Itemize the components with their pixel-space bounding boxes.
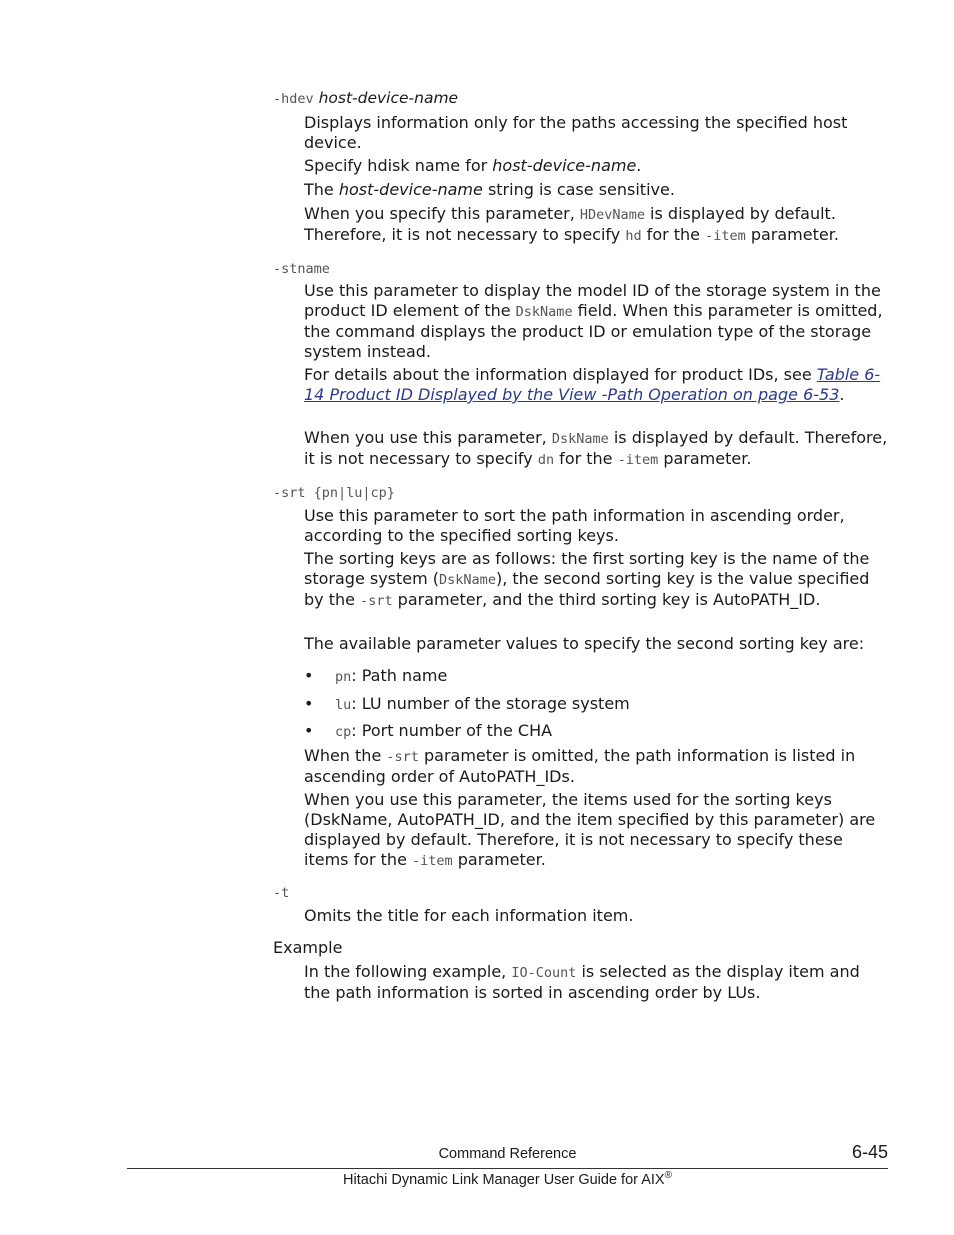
bullet-icon: • <box>304 721 314 740</box>
srt-desc <box>304 506 888 546</box>
stname-term <box>273 258 330 279</box>
bullet-text: : Path name <box>351 666 448 685</box>
stname-default-text2: is displayed by default. Therefore, it is not necessary to specify <box>304 428 888 468</box>
footer-section-title: Command Reference <box>438 1146 577 1162</box>
stname-default-code-dskname: DskName <box>551 431 609 447</box>
t-flag: -t <box>273 885 290 901</box>
example-desc-text: In the following example, <box>304 962 512 981</box>
example-desc <box>304 962 888 1003</box>
example-desc-code: IO-Count <box>511 965 577 981</box>
stname-default-code-item: -item <box>617 452 659 468</box>
hdev-term <box>273 88 458 109</box>
stname-details-end: . <box>839 385 845 404</box>
srt-term <box>273 482 395 503</box>
hdev-default-code-hdevname: HDevName <box>579 207 645 223</box>
stname-default-code-dn: dn <box>537 452 555 468</box>
footer-book-name: Hitachi Dynamic Link Manager User Guide for AIX <box>343 1171 665 1188</box>
hdev-arg: host-device-name <box>318 89 459 107</box>
bullet-icon: • <box>304 694 314 713</box>
srt-default-end: parameter. <box>452 850 546 869</box>
srt-keys-code-srt: -srt <box>360 593 393 609</box>
stname-flag: -stname <box>273 261 330 277</box>
hdev-default <box>304 204 888 246</box>
stname-desc-text2: field. When this parameter is omitted, the command displays the product ID or emulation type of the storage system instead. <box>304 301 883 361</box>
srt-default-text: When you use this parameter, the items used for the sorting keys (DskName, AutoPATH_ID, and the item specified by this parameter) are displayed by default. Therefore, it is not necessary to specify these items for the <box>304 790 876 869</box>
srt-keys-text: The sorting keys are as follows: the first sorting key is the name of the storage system ( <box>304 549 870 588</box>
srt-desc-text: Use this parameter to sort the path information in ascending order, according to the specified sorting keys. <box>304 506 845 545</box>
hdev-case-arg: host-device-name <box>338 180 483 199</box>
hdev-default-code-hd: hd <box>625 228 642 244</box>
bullet-icon: • <box>304 666 314 685</box>
footer-book-title <box>0 1170 954 1188</box>
bullet-text: : Port number of the CHA <box>351 721 553 740</box>
srt-default-code-item: -item <box>412 853 453 869</box>
t-term <box>273 882 289 903</box>
srt-keys-text2: ), the second sorting key is the value specified by the <box>304 569 870 609</box>
srt-values-intro-text: The available parameter values to specify the second sorting key are: <box>304 634 865 653</box>
registered-mark: ® <box>664 1170 672 1181</box>
srt-omitted <box>304 746 888 787</box>
srt-keys <box>304 549 888 611</box>
stname-default-end: parameter. <box>658 449 752 468</box>
srt-omitted-text2: parameter is omitted, the path information is listed in ascending order of AutoPATH_IDs. <box>304 746 856 786</box>
hdev-desc-text: Displays information only for the paths accessing the specified host device. <box>304 113 848 152</box>
stname-default-text: When you use this parameter, <box>304 428 552 447</box>
bullet-code: pn <box>335 669 352 685</box>
stname-desc <box>304 281 888 362</box>
hdev-flag: -hdev <box>273 91 314 107</box>
footer-divider <box>127 1168 888 1169</box>
srt-omitted-code: -srt <box>386 749 419 765</box>
srt-keys-text3: parameter, and the third sorting key is AutoPATH_ID. <box>392 590 821 609</box>
hdev-specify-arg: host-device-name <box>492 156 637 175</box>
hdev-case-text: The <box>304 180 339 199</box>
srt-default <box>304 790 888 871</box>
hdev-specify-text: Specify hdisk name for <box>304 156 493 175</box>
hdev-specify-end: . <box>636 156 642 175</box>
stname-desc-text: Use this parameter to display the model ID of the storage system in the product ID element of the <box>304 281 881 320</box>
hdev-case <box>304 180 888 200</box>
hdev-default-code-item: -item <box>705 228 746 244</box>
bullet-code: lu <box>335 697 352 713</box>
stname-default <box>304 428 888 470</box>
stname-details-text: For details about the information displayed for product IDs, see <box>304 365 817 384</box>
example-desc-text2: is selected as the display item and the path information is sorted in ascending order by LUs. <box>304 962 860 1002</box>
page-number: 6-45 <box>851 1142 888 1162</box>
stname-details <box>304 365 888 405</box>
hdev-specify <box>304 156 888 176</box>
hdev-desc <box>304 113 888 153</box>
hdev-default-end: parameter. <box>745 225 839 244</box>
hdev-default-text3: for the <box>641 225 706 244</box>
stname-desc-code: DskName <box>515 304 573 320</box>
hdev-default-text: When you specify this parameter, <box>304 204 580 223</box>
bullet-text: : LU number of the storage system <box>351 694 630 713</box>
table-6-14-link[interactable]: Table 6-14 Product ID Displayed by the View -Path Operation on page 6-53 <box>304 365 881 404</box>
t-desc <box>304 906 888 926</box>
t-desc-text: Omits the title for each information item. <box>304 906 634 925</box>
hdev-default-text2: is displayed by default. Therefore, it is not necessary to specify <box>304 204 836 244</box>
stname-default-text3: for the <box>554 449 618 468</box>
hdev-case-end: string is case sensitive. <box>482 180 675 199</box>
bullet-code: cp <box>335 724 352 740</box>
srt-omitted-text: When the <box>304 746 387 765</box>
srt-keys-code-dskname: DskName <box>439 572 496 588</box>
example-heading: Example <box>273 938 343 957</box>
srt-flag: -srt {pn|lu|cp} <box>273 485 395 501</box>
srt-values-intro <box>304 634 888 654</box>
